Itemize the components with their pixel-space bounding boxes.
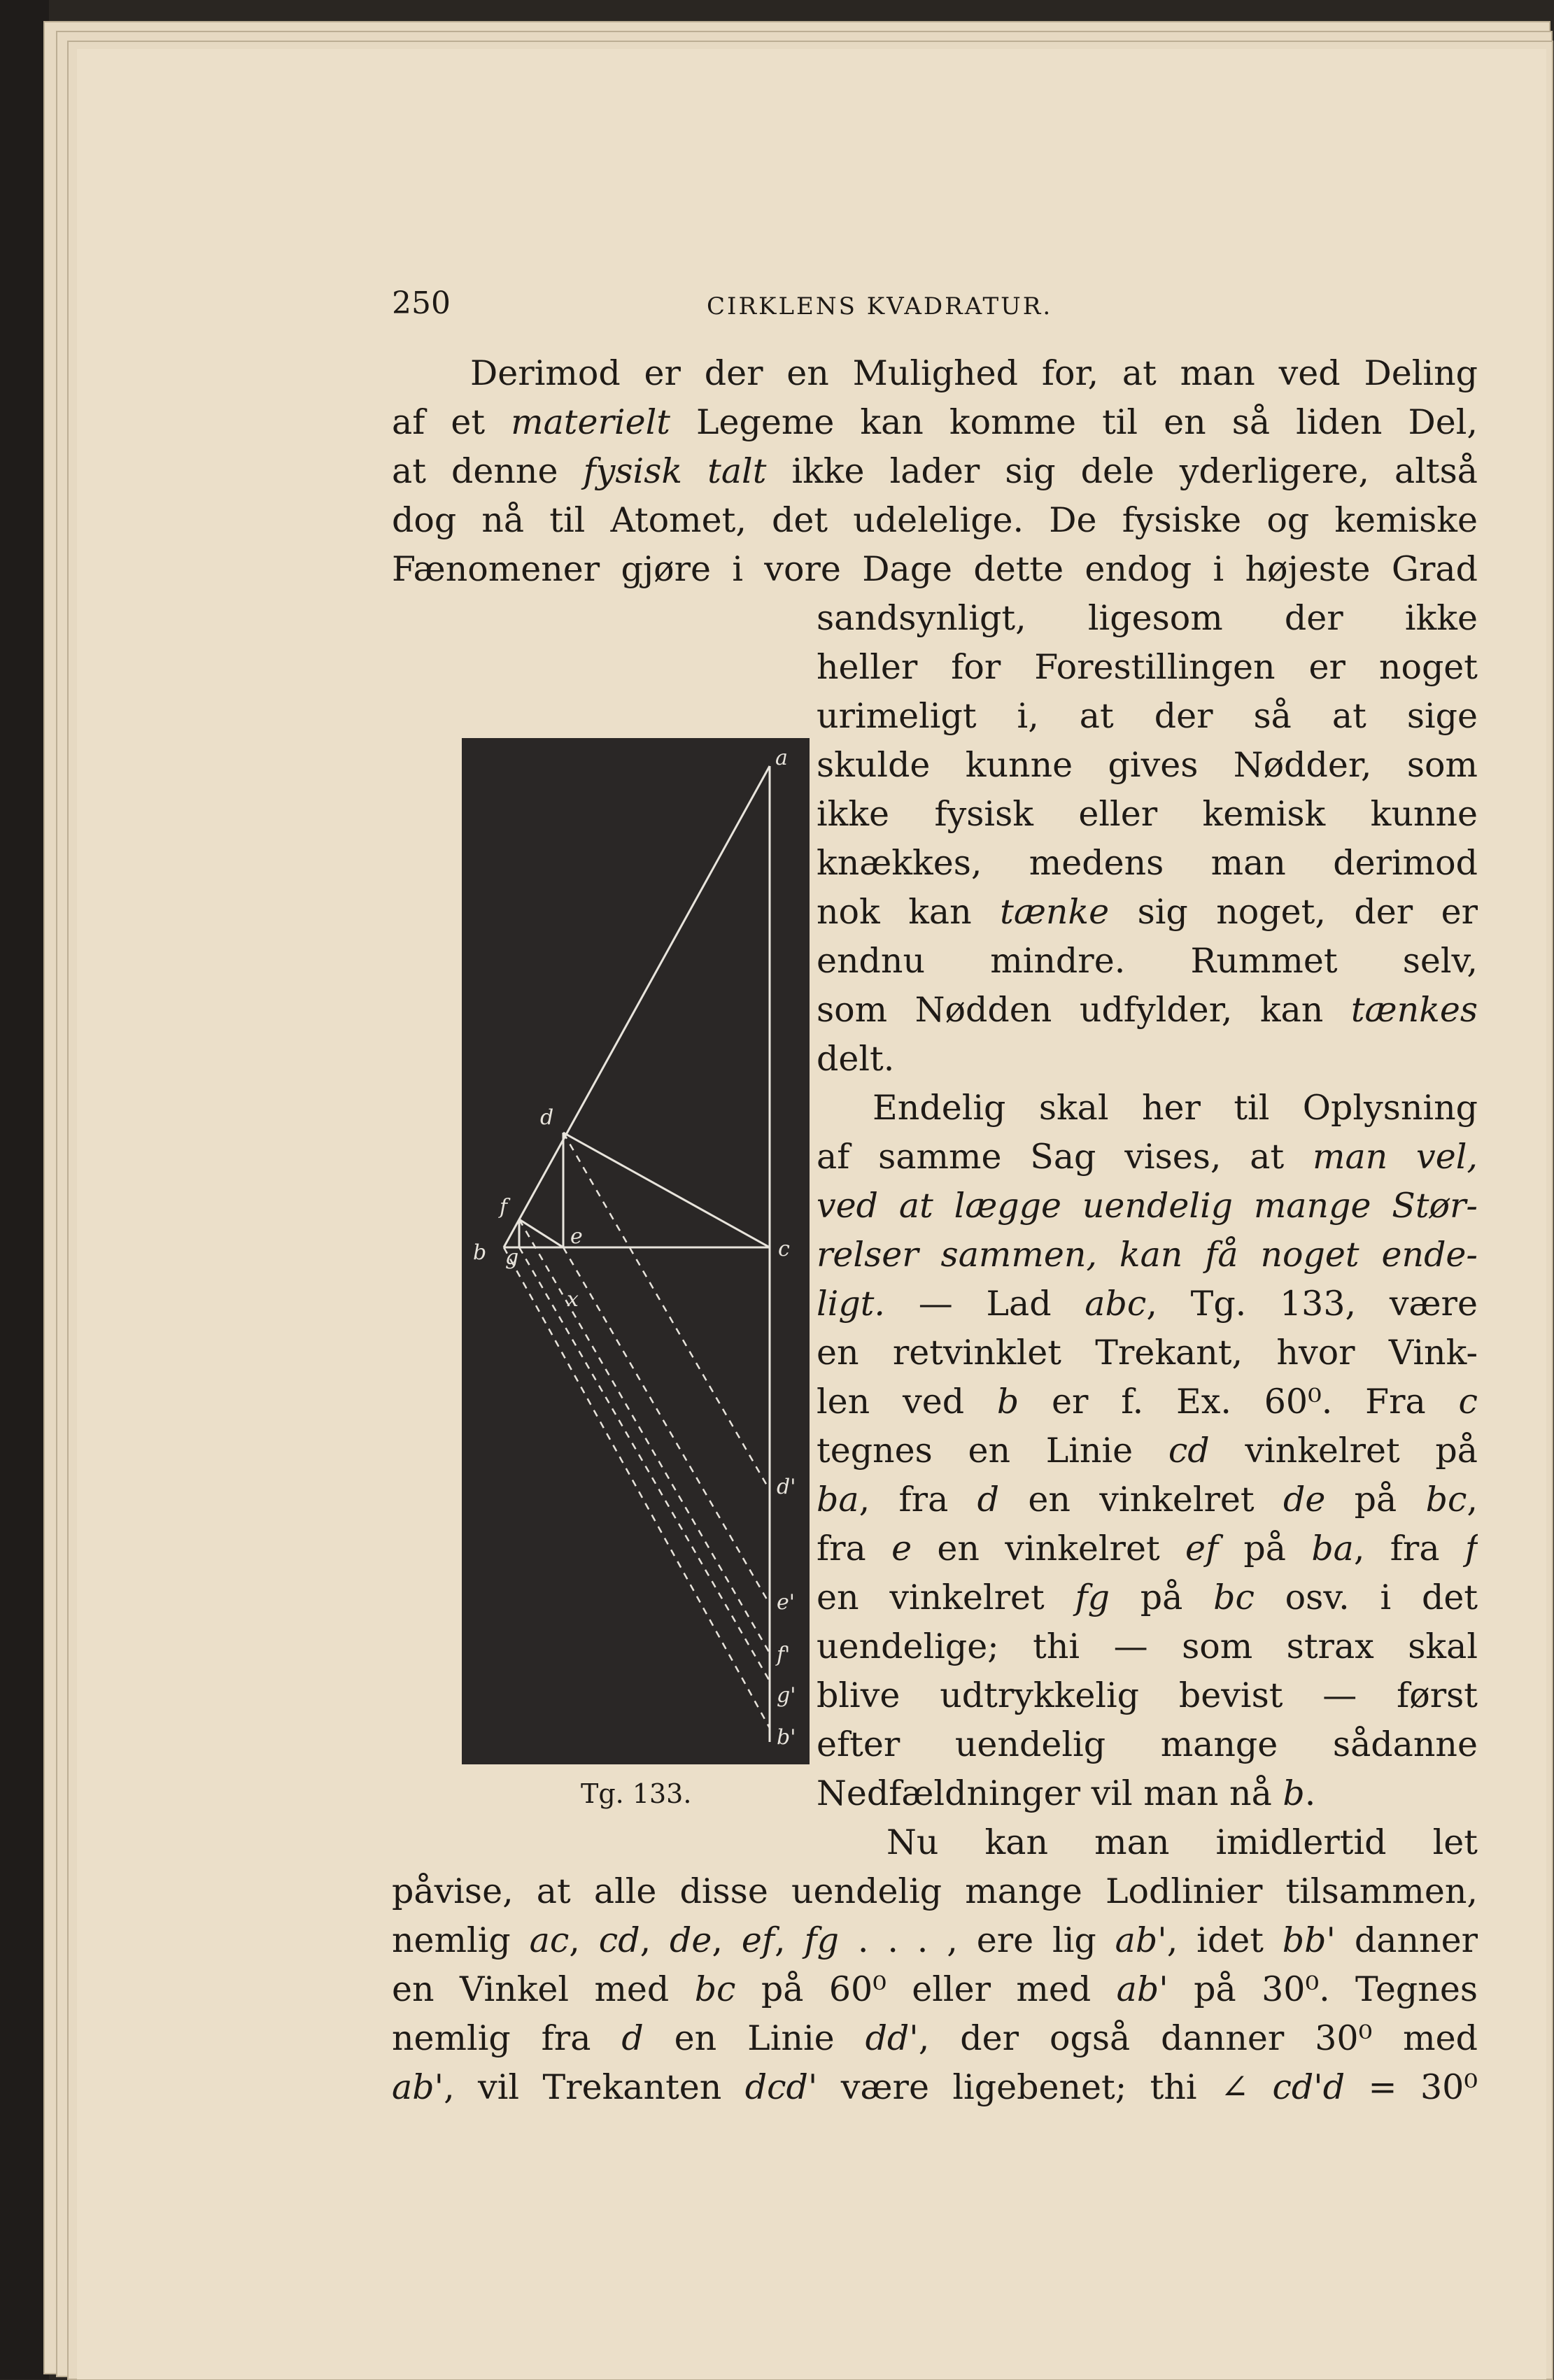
text-line: en vinkelret fg på bc osv. i det: [817, 1578, 1478, 1617]
figure-svg: [462, 738, 810, 1764]
running-title: CIRKLENS KVADRATUR.: [707, 292, 1053, 320]
line-cd: [563, 1133, 770, 1247]
label-b: b: [473, 1240, 487, 1265]
page-header: [77, 285, 1546, 334]
geometry-figure: [462, 738, 810, 1764]
text-line: af samme Sag vises, at man vel,: [817, 1137, 1478, 1177]
label-c: c: [778, 1237, 790, 1261]
text-line: knækkes, medens man derimod: [817, 843, 1478, 883]
book-page: [77, 49, 1546, 2379]
text-line: nok kan tænke sig noget, der er: [817, 892, 1478, 932]
text-line: ba, fra d en vinkelret de på bc,: [817, 1480, 1478, 1520]
text-line: Nu kan man imidlertid let: [887, 1822, 1478, 1862]
dashed-dd-prime: [563, 1133, 770, 1490]
text-line: ligt. — Lad abc, Tg. 133, være: [817, 1284, 1478, 1324]
text-line: Fænomener gjøre i vore Dage dette endog i højeste Grad: [392, 549, 1478, 589]
label-d-prime: d': [777, 1475, 796, 1499]
label-b-prime: b': [777, 1725, 796, 1750]
dashed-ff-prime: [519, 1219, 770, 1653]
label-a: a: [775, 746, 788, 770]
label-d: d: [540, 1105, 554, 1130]
label-e-prime: e': [777, 1590, 796, 1615]
text-line: uendelige; thi — som strax skal: [817, 1627, 1478, 1666]
label-g: g: [505, 1245, 519, 1270]
text-line: en Vinkel med bc på 60⁰ eller med ab' på 30⁰. Tegnes: [392, 1969, 1478, 2009]
line-ab: [504, 766, 770, 1247]
text-line: ikke fysisk eller kemisk kunne: [817, 794, 1478, 834]
text-line: fra e en vinkelret ef på ba, fra f: [817, 1529, 1478, 1568]
label-f: f: [500, 1195, 508, 1219]
text-line: ved at lægge uendelig mange Stør-: [817, 1186, 1478, 1226]
text-line: af et materielt Legeme kan komme til en så liden Del,: [392, 402, 1478, 442]
text-line: en retvinklet Trekant, hvor Vink-: [817, 1333, 1478, 1373]
text-line: som Nødden udfylder, kan tænkes: [817, 990, 1478, 1030]
text-line: sandsynligt, ligesom der ikke: [817, 598, 1478, 638]
book-cover: [0, 0, 49, 2379]
page-number: 250: [392, 285, 451, 321]
dashed-gg-prime: [519, 1247, 770, 1681]
text-line: len ved b er f. Ex. 60⁰. Fra c: [817, 1382, 1478, 1422]
text-line: delt.: [817, 1039, 895, 1079]
dashed-bb-prime: [504, 1247, 770, 1728]
dashed-ee-prime: [563, 1247, 770, 1604]
text-line: heller for Forestillingen er noget: [817, 647, 1478, 687]
text-line: nemlig fra d en Linie dd', der også danner 30⁰ med: [392, 2018, 1478, 2058]
label-x: x: [567, 1287, 579, 1312]
text-line: blive udtrykkelig bevist — først: [817, 1676, 1478, 1715]
text-line: relser sammen, kan få noget ende-: [817, 1235, 1478, 1275]
label-g-prime: g': [777, 1683, 796, 1708]
figure-caption: Tg. 133.: [581, 1778, 692, 1809]
text-line: efter uendelig mange sådanne: [817, 1724, 1478, 1764]
label-e: e: [570, 1224, 583, 1249]
label-f-prime: f': [777, 1643, 791, 1667]
text-line: tegnes en Linie cd vinkelret på: [817, 1431, 1478, 1471]
text-line: Endelig skal her til Oplysning: [873, 1088, 1478, 1128]
text-line: skulde kunne gives Nødder, som: [817, 745, 1478, 785]
text-line: dog nå til Atomet, det udelelige. De fysiske og kemiske: [392, 500, 1478, 540]
text-line: endnu mindre. Rummet selv,: [817, 941, 1478, 981]
text-line: påvise, at alle disse uendelig mange Lodlinier tilsammen,: [392, 1871, 1478, 1911]
text-line: Derimod er der en Mulighed for, at man ved Deling: [470, 353, 1478, 393]
text-line: nemlig ac, cd, de, ef, fg . . . , ere lig ab', idet bb' danner: [392, 1920, 1478, 1960]
text-line: ab', vil Trekanten dcd' være ligebenet; thi ∠ cd'd = 30⁰: [392, 2067, 1478, 2107]
text-line: urimeligt i, at der så at sige: [817, 696, 1478, 736]
text-line: at denne fysisk talt ikke lader sig dele yderligere, altså: [392, 451, 1478, 491]
text-line: Nedfældninger vil man nå b.: [817, 1773, 1316, 1813]
line-ef: [519, 1219, 563, 1247]
